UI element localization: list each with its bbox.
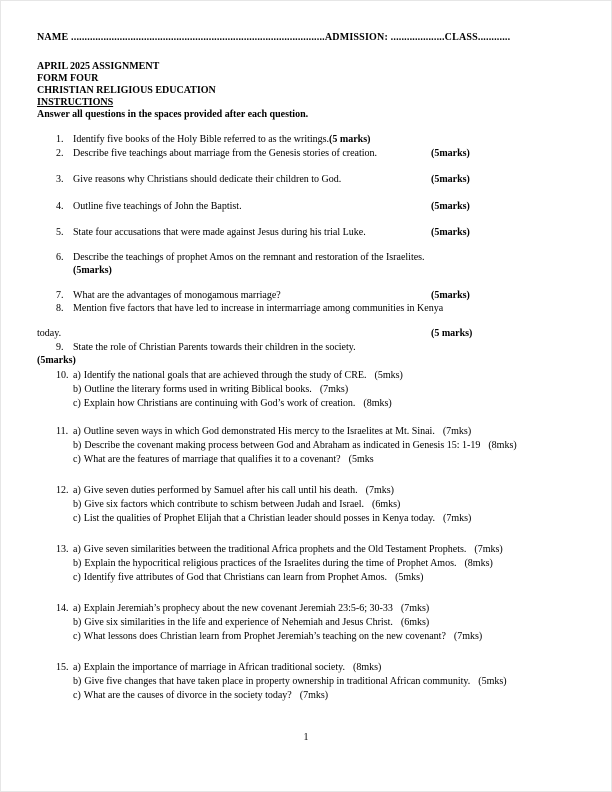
- question-11: [37, 425, 575, 467]
- question-part: [37, 484, 575, 498]
- question-text-continuation: today.: [37, 328, 62, 339]
- part-text: Give seven similarities between the traditional Africa prophets and the Old Testament Prophets.: [83, 544, 467, 555]
- question-6: [37, 251, 575, 264]
- part-label: a): [73, 603, 81, 614]
- part-label: c): [73, 513, 81, 524]
- question-3: [37, 173, 575, 186]
- part-label: b): [73, 617, 82, 628]
- part-text: Identify the national goals that are achieved through the study of CRE.: [83, 370, 367, 381]
- part-text: Give five changes that have taken place in property ownership in traditional African community.: [84, 676, 471, 687]
- question-part: [37, 571, 575, 585]
- part-label: c): [73, 631, 81, 642]
- question-text: State four accusations that were made against Jesus during his trial Luke.: [73, 227, 366, 238]
- part-marks: (8mks): [363, 398, 392, 409]
- part-text: List the qualities of Prophet Elijah that a Christian leader should posses in Kenya today.: [83, 513, 436, 524]
- part-text: Outline seven ways in which God demonstrated His mercy to the Israelites at Mt. Sinai.: [83, 426, 435, 437]
- question-10: [37, 369, 575, 411]
- part-marks: (5mks): [395, 572, 424, 583]
- question-number: 10.: [56, 370, 69, 381]
- question-1: [37, 133, 575, 146]
- part-marks: (7mks): [319, 384, 349, 395]
- part-marks: (8mks): [488, 440, 517, 451]
- question-part: [37, 689, 575, 703]
- assignment-title: APRIL 2025 ASSIGNMENT: [37, 61, 160, 72]
- part-label: c): [73, 572, 81, 583]
- question-6-marks: (5marks): [73, 265, 112, 276]
- question-5: [37, 226, 575, 239]
- question-text: Give reasons why Christians should dedicate their children to God.: [73, 174, 342, 185]
- question-part: [37, 512, 575, 526]
- question-number: 4.: [56, 201, 64, 212]
- subject-title: CHRISTIAN RELIGIOUS EDUCATION: [37, 85, 216, 96]
- question-8-continuation: [37, 327, 575, 340]
- part-text: Explain Jeremiah’s prophecy about the new covenant Jeremiah 23:5-6; 30-33: [83, 603, 393, 614]
- question-part: [37, 397, 575, 411]
- heading-block: [37, 61, 575, 121]
- question-marks: (5 marks): [431, 328, 473, 339]
- question-8: [37, 302, 575, 315]
- question-13: [37, 543, 575, 585]
- part-marks: (6mks): [400, 617, 430, 628]
- question-number: 6.: [56, 252, 64, 263]
- part-label: c): [73, 454, 81, 465]
- question-number: 9.: [56, 342, 64, 353]
- question-7: [37, 289, 575, 302]
- question-marks: (5marks): [431, 148, 470, 159]
- part-text: Give seven duties performed by Samuel after his call until his death.: [83, 485, 358, 496]
- question-12: [37, 484, 575, 526]
- question-text: Describe the teachings of prophet Amos on the remnant and restoration of the Israelites.: [73, 252, 425, 263]
- part-marks: (7mks): [474, 544, 503, 555]
- question-marks: (5 marks): [329, 134, 371, 145]
- question-part: [37, 439, 575, 453]
- part-label: b): [73, 558, 82, 569]
- part-text: Describe the covenant making process between God and Abraham as indicated in Genesis 15: 1-19: [84, 440, 481, 451]
- question-part: [37, 616, 575, 630]
- part-text: Explain the hypocritical religious practices of the Israelites during the time of Prophet Amos.: [84, 558, 457, 569]
- part-label: a): [73, 544, 81, 555]
- part-text: Give six factors which contribute to schism between Judah and Israel.: [84, 499, 364, 510]
- question-part: [37, 557, 575, 571]
- question-marks: (5marks): [431, 290, 470, 301]
- question-text: Describe five teachings about marriage from the Genesis stories of creation.: [73, 148, 378, 159]
- question-text: Outline five teachings of John the Baptist.: [73, 201, 242, 212]
- name-admission-class-line: NAME ..............................................................................................ADMISSION: ....................CLASS............: [37, 32, 511, 43]
- question-part: [37, 602, 575, 616]
- part-marks: (8mks): [352, 662, 382, 673]
- questions-section: [37, 133, 575, 703]
- question-number: 1.: [56, 134, 64, 145]
- part-text: What are the features of marriage that qualifies it to a covenant?: [83, 454, 341, 465]
- question-text: What are the advantages of monogamous marriage?: [73, 290, 281, 301]
- part-label: c): [73, 398, 81, 409]
- part-label: a): [73, 485, 81, 496]
- part-label: a): [73, 662, 81, 673]
- part-marks: (5mks: [348, 454, 374, 465]
- part-marks: (5mks): [374, 370, 403, 381]
- part-label: b): [73, 440, 82, 451]
- question-number: 13.: [56, 544, 69, 555]
- part-text: Identify five attributes of God that Christians can learn from Prophet Amos.: [83, 572, 388, 583]
- question-4: [37, 200, 575, 213]
- question-part: [37, 498, 575, 512]
- form-level: FORM FOUR: [37, 73, 99, 84]
- page-number: 1: [303, 732, 309, 743]
- question-marks: (5marks): [431, 227, 470, 238]
- question-9: [37, 341, 575, 354]
- question-number: 11.: [56, 426, 69, 437]
- question-part: [37, 675, 575, 689]
- part-marks: (7mks): [365, 485, 394, 496]
- part-text: Explain how Christians are continuing with God’s work of creation.: [83, 398, 356, 409]
- question-number: 5.: [56, 227, 64, 238]
- part-marks: (7mks): [400, 603, 430, 614]
- question-text: Identify five books of the Holy Bible referred to as the writings.: [73, 134, 330, 145]
- part-label: a): [73, 426, 81, 437]
- question-number: 12.: [56, 485, 69, 496]
- question-part: [37, 630, 575, 644]
- question-marks: (5marks): [431, 174, 470, 185]
- part-label: c): [73, 690, 81, 701]
- question-15: [37, 661, 575, 703]
- question-part: [37, 383, 575, 397]
- part-marks: (7mks): [442, 426, 472, 437]
- question-number: 15.: [56, 662, 69, 673]
- question-14: [37, 602, 575, 644]
- part-marks: (8mks): [464, 558, 493, 569]
- question-text: State the role of Christian Parents towards their children in the society.: [73, 342, 356, 353]
- question-part: [37, 661, 575, 675]
- question-9-marks: (5marks): [37, 355, 76, 366]
- question-number: 2.: [56, 148, 64, 159]
- question-number: 7.: [56, 290, 64, 301]
- instructions-note: Answer all questions in the spaces provided after each question.: [37, 109, 309, 120]
- part-text: What are the causes of divorce in the society today?: [83, 690, 292, 701]
- question-part: [37, 543, 575, 557]
- question-number: 3.: [56, 174, 64, 185]
- part-marks: (5mks): [478, 676, 507, 687]
- part-text: Explain the importance of marriage in African traditional society.: [83, 662, 345, 673]
- part-label: b): [73, 676, 82, 687]
- question-number: 14.: [56, 603, 69, 614]
- part-text: Give six similarities in the life and experience of Nehemiah and Jesus Christ.: [84, 617, 393, 628]
- part-marks: (6mks): [372, 499, 401, 510]
- question-part: [37, 425, 575, 439]
- part-label: b): [73, 499, 82, 510]
- instructions-label: INSTRUCTIONS: [37, 97, 114, 108]
- question-marks: (5marks): [431, 201, 470, 212]
- part-marks: (7mks): [453, 631, 483, 642]
- part-label: a): [73, 370, 81, 381]
- question-number: 8.: [56, 303, 64, 314]
- question-part: [37, 369, 575, 383]
- part-marks: (7mks): [443, 513, 472, 524]
- part-text: What lessons does Christian learn from Prophet Jeremiah’s teaching on the new covenant?: [83, 631, 446, 642]
- question-part: [37, 453, 575, 467]
- question-2: [37, 147, 575, 160]
- part-label: b): [73, 384, 82, 395]
- question-text: Mention five factors that have led to increase in intermarriage among communities in Kenya: [73, 303, 444, 314]
- part-marks: (7mks): [299, 690, 329, 701]
- part-text: Outline the literary forms used in writing Biblical books.: [84, 384, 312, 395]
